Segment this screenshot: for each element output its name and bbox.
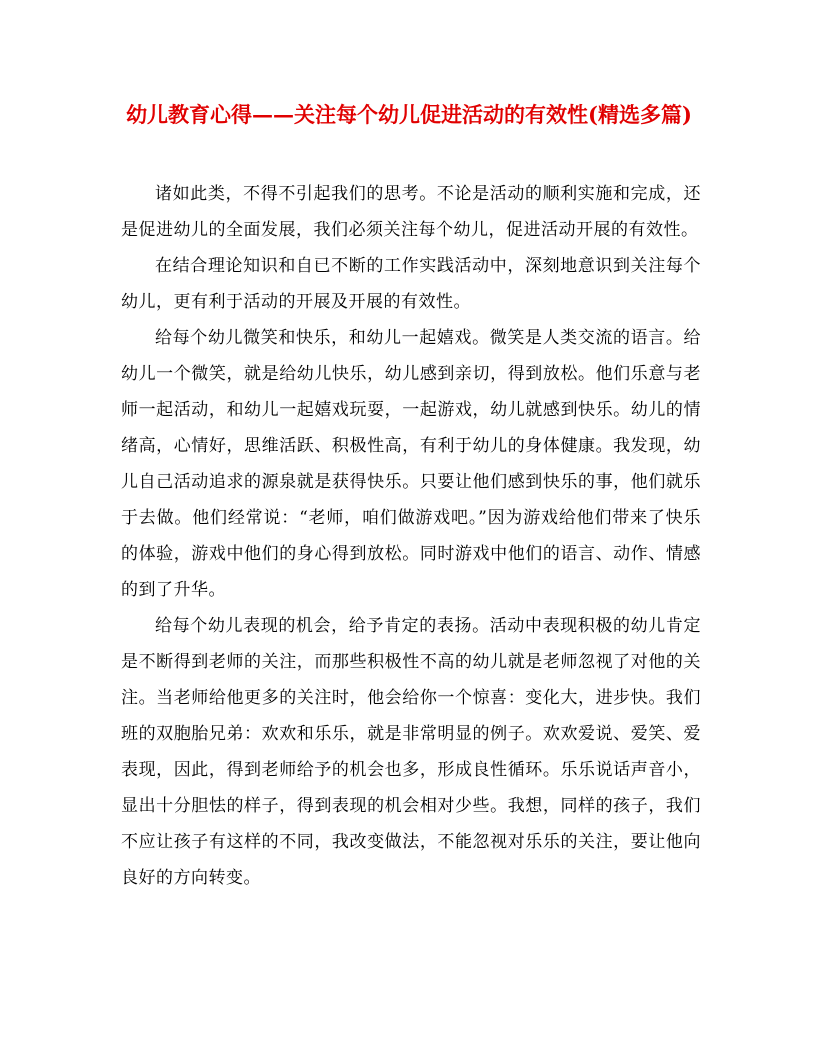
document-title: 幼儿教育心得——关注每个幼儿促进活动的有效性(精选多篇) — [126, 102, 692, 127]
paragraph-1: 诸如此类，不得不引起我们的思考。不论是活动的顺利实施和完成，还是促进幼儿的全面发展，我们必须关注每个幼儿，促进活动开展的有效性。 — [121, 184, 701, 240]
paragraph-2: 在结合理论知识和自已不断的工作实践活动中，深刻地意识到关注每个幼儿，更有利于活动的开展及开展的有效性。 — [121, 256, 701, 312]
document-body — [121, 176, 701, 896]
paragraph-3: 给每个幼儿微笑和快乐，和幼儿一起嬉戏。微笑是人类交流的语言。给幼儿一个微笑，就是给幼儿快乐，幼儿感到亲切，得到放松。他们乐意与老师一起活动，和幼儿一起嬉戏玩耍，一起游戏，幼儿就感到快乐。幼儿的情绪高，心情好，思维活跃、积极性高，有利于幼儿的身体健康。我发现，幼儿自己活动追求的源泉就是获得快乐。只要让他们感到快乐的事，他们就乐于去做。他们经常说：“老师，咱们做游戏吧。”因为游戏给他们带来了快乐的体验，游戏中他们的身心得到放松。同时游戏中他们的语言、动作、情感的到了升华。 — [121, 328, 701, 600]
paragraph-4: 给每个幼儿表现的机会，给予肯定的表扬。活动中表现积极的幼儿肯定是不断得到老师的关注，而那些积极性不高的幼儿就是老师忽视了对他的关注。当老师给他更多的关注时，他会给你一个惊喜：变化大，进步快。我们班的双胞胎兄弟：欢欢和乐乐，就是非常明显的例子。欢欢爱说、爱笑、爱表现，因此，得到老师给予的机会也多，形成良性循环。乐乐说话声音小，显出十分胆怯的样子，得到表现的机会相对少些。我想，同样的孩子，我们不应让孩子有这样的不同，我改变做法，不能忽视对乐乐的关注，要让他向良好的方向转变。 — [121, 616, 701, 888]
